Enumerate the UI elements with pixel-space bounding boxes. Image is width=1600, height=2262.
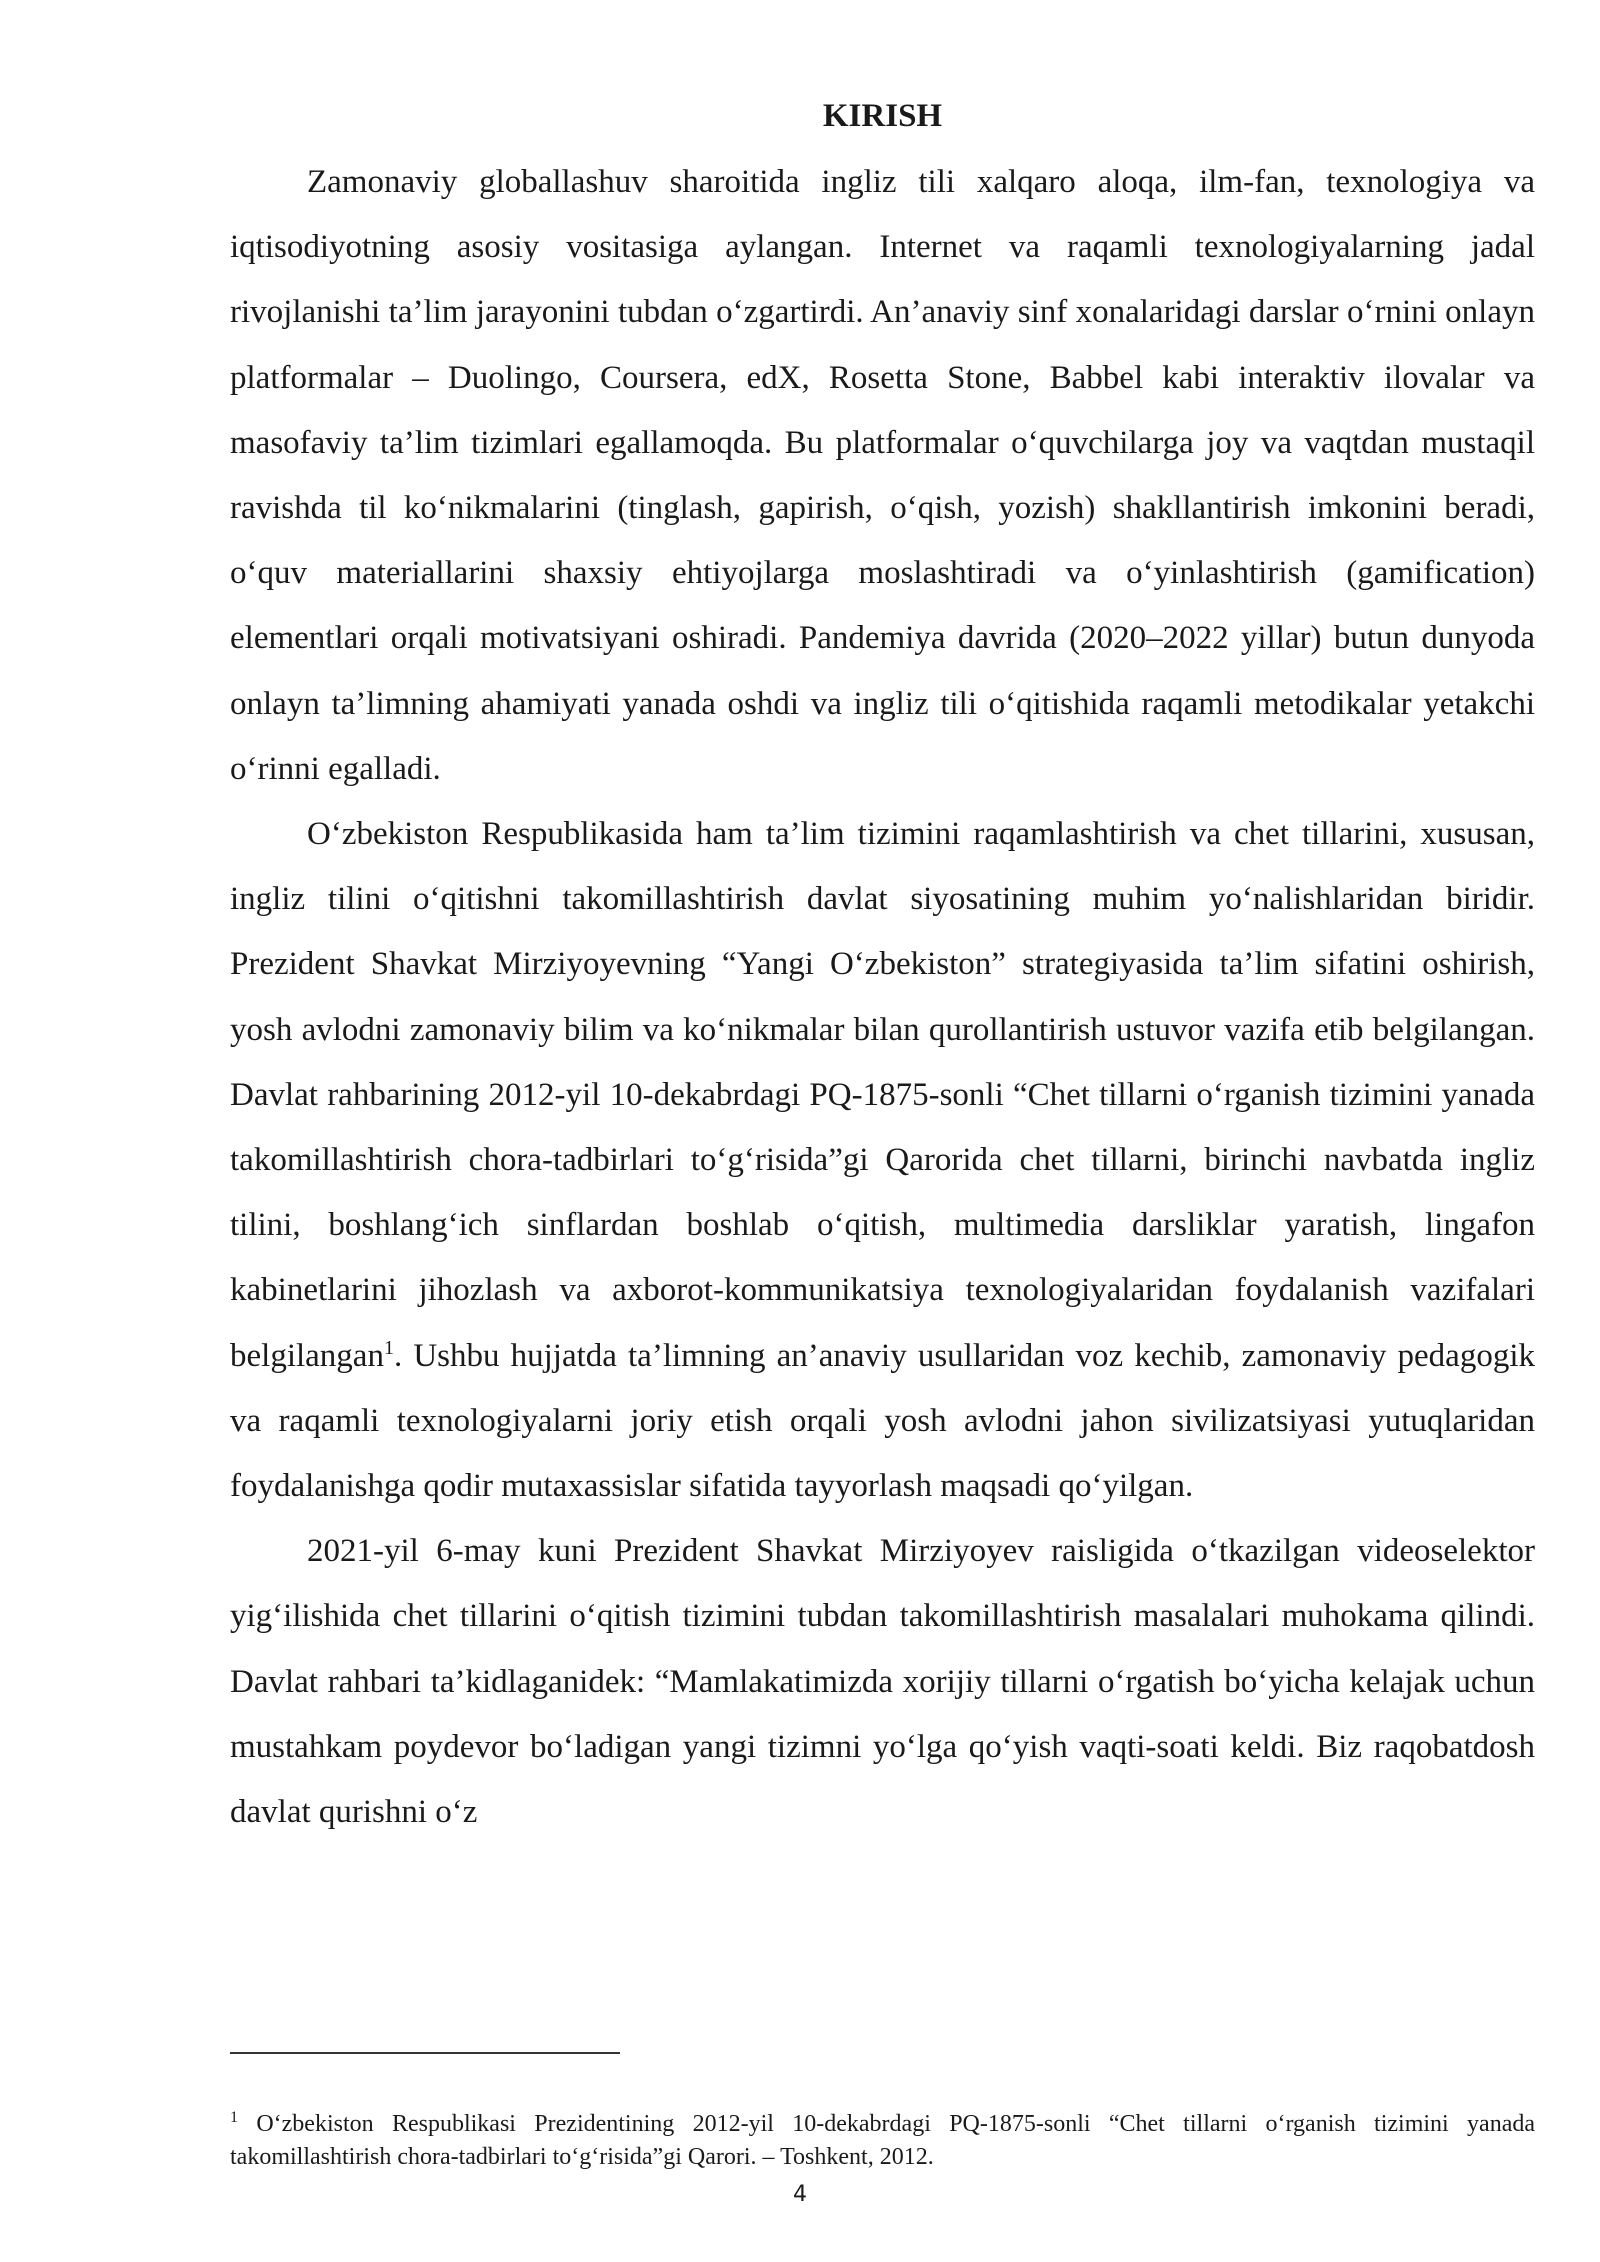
paragraph-3-text: 2021-yil 6-may kuni Prezident Shavkat Mirziyoyev raisligida o‘tkazilgan videoselektor yig‘ilishida chet tillarini o‘qitish tizimini tubdan takomillashtirish masalalari muhokama qilindi. Davlat rahbari ta’kidlaganidek: “Mamlakatimizda xorijiy tillarni o‘rgatish bo‘yicha kelajak uchun mustahkam poydevor bo‘ladigan yangi tizimni yo‘lga qo‘yish vaqti-soati keldi. Biz raqobatdosh davlat qurishni o‘z [230,1533,1535,1831]
footnote-separator [230,2052,620,2054]
page-title: KIRISH [822,98,943,134]
paragraph-2-text-before-ref: O‘zbekiston Respublikasida ham ta’lim tizimini raqamlashtirish va chet tillarini, xususan, ingliz tilini o‘qitishni takomillashtirish davlat siyosatining muhim yo‘nalishlaridan biridir. Prezident Shavkat Mirziyoyevning “Yangi O‘zbekiston” strategiyasida ta’lim sifatini oshirish, yosh avlodni zamonaviy bilim va ko‘nikmalar bilan qurollantirish ustuvor vazifa etib belgilangan. Davlat rahbarining 2012-yil 10-dekabrdagi PQ-1875-sonli “Chet tillarni o‘rganish tizimini yanada takomillashtirish chora-tadbirlari to‘g‘risida”gi Qarorida chet tillarni, birinchi navbatda ingliz tilini, boshlang‘ich sinflardan boshlab o‘qitish, multimedia darsliklar yaratish, lingafon kabinetlarini jihozlash va axborot-kommunikatsiya texnologiyalaridan foydalanish vazifalari belgilangan [230,816,1535,1374]
footnote [230,2108,1535,2174]
page-number: 4 [793,2182,807,2207]
paragraph-2-text-after-ref: . Ushbu hujjatda ta’limning an’anaviy usullaridan voz kechib, zamonaviy pedagogik va raqamli texnologiyalarni joriy etish orqali yosh avlodni jahon sivilizatsiyasi yutuqlaridan foydalanishga qodir mutaxassislar sifatida tayyorlash maqsadi qo‘yilgan. [230,1337,1535,1505]
paragraph-3 [230,1519,1535,1845]
paragraph-2 [230,802,1535,1519]
footnote-reference[interactable]: 1 [383,1336,394,1359]
paragraph-1 [230,150,1535,802]
footnote-marker: 1 [230,2109,238,2126]
document-page [230,92,1535,1845]
footnote-text: O‘zbekiston Respublikasi Prezidentining 2012-yil 10-dekabrdagi PQ-1875-sonli “Chet tillarni o‘rganish tizimini yanada takomillashtirish chora-tadbirlari to‘g‘risida”gi Qarori. – Toshkent, 2012. [230,2111,1535,2170]
paragraph-1-text: Zamonaviy globallashuv sharoitida ingliz tili xalqaro aloqa, ilm-fan, texnologiya va iqtisodiyotning asosiy vositasiga aylangan. Internet va raqamli texnologiyalarning jadal rivojlanishi ta’lim jarayonini tubdan o‘zgartirdi. An’anaviy sinf xonalaridagi darslar o‘rnini onlayn platformalar – Duolingo, Coursera, edX, Rosetta Stone, Babbel kabi interaktiv ilovalar va masofaviy ta’lim tizimlari egallamoqda. Bu platformalar o‘quvchilarga joy va vaqtdan mustaqil ravishda til ko‘nikmalarini (tinglash, gapirish, o‘qish, yozish) shakllantirish imkonini beradi, o‘quv materiallarini shaxsiy ehtiyojlarga moslashtiradi va o‘yinlashtirish (gamification) elementlari orqali motivatsiyani oshiradi. Pandemiya davrida (2020–2022 yillar) butun dunyoda onlayn ta’limning ahamiyati yanada oshdi va ingliz tili o‘qitishida raqamli metodikalar yetakchi o‘rinni egalladi. [230,164,1535,787]
